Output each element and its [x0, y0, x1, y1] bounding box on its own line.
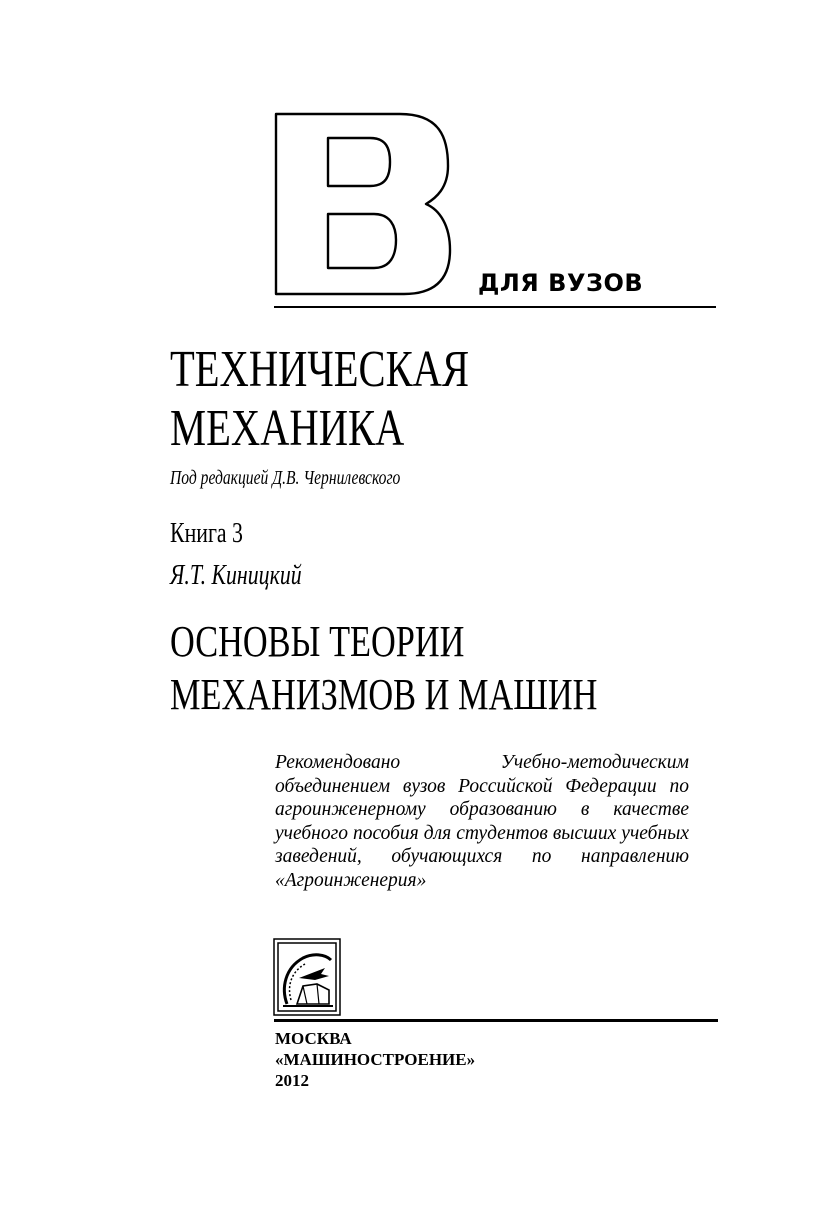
- book-subtitle-line-1: ОСНОВЫ ТЕОРИИ: [170, 617, 465, 666]
- series-b-logo-icon: [270, 108, 460, 300]
- imprint-publisher: «МАШИНОСТРОЕНИЕ»: [275, 1050, 476, 1069]
- author-name: [170, 560, 339, 592]
- imprint-city: МОСКВА: [275, 1029, 352, 1048]
- series-label: ДЛЯ ВУЗОВ: [478, 269, 644, 297]
- book-title-line-2: МЕХАНИКА: [170, 400, 405, 457]
- editor-credit: [170, 466, 465, 490]
- publisher-emblem-icon: [273, 938, 341, 1016]
- imprint: [275, 1028, 475, 1091]
- recommendation-note: Рекомендовано Учебно-методическим объединением вузов Российской Федерации по агроинженерному образованию в качестве учебного пособия для студентов высших учебных заведений, обучающихся по направлению «Агроинженерия»: [275, 752, 689, 891]
- book-title-line-1: ТЕХНИЧЕСКАЯ: [170, 341, 470, 398]
- top-divider: [274, 306, 716, 308]
- book-title: [170, 340, 553, 458]
- volume-number: [170, 518, 264, 550]
- book-subtitle: [170, 615, 718, 721]
- imprint-year: 2012: [275, 1071, 309, 1090]
- book-subtitle-line-2: МЕХАНИЗМОВ И МАШИН: [170, 670, 598, 719]
- author-name-text: Я.Т. Киницкий: [170, 560, 302, 591]
- volume-number-text: Книга 3: [170, 518, 243, 549]
- bottom-divider: [274, 1019, 718, 1022]
- editor-credit-text: Под редакцией Д.В. Чернилевского: [170, 467, 401, 489]
